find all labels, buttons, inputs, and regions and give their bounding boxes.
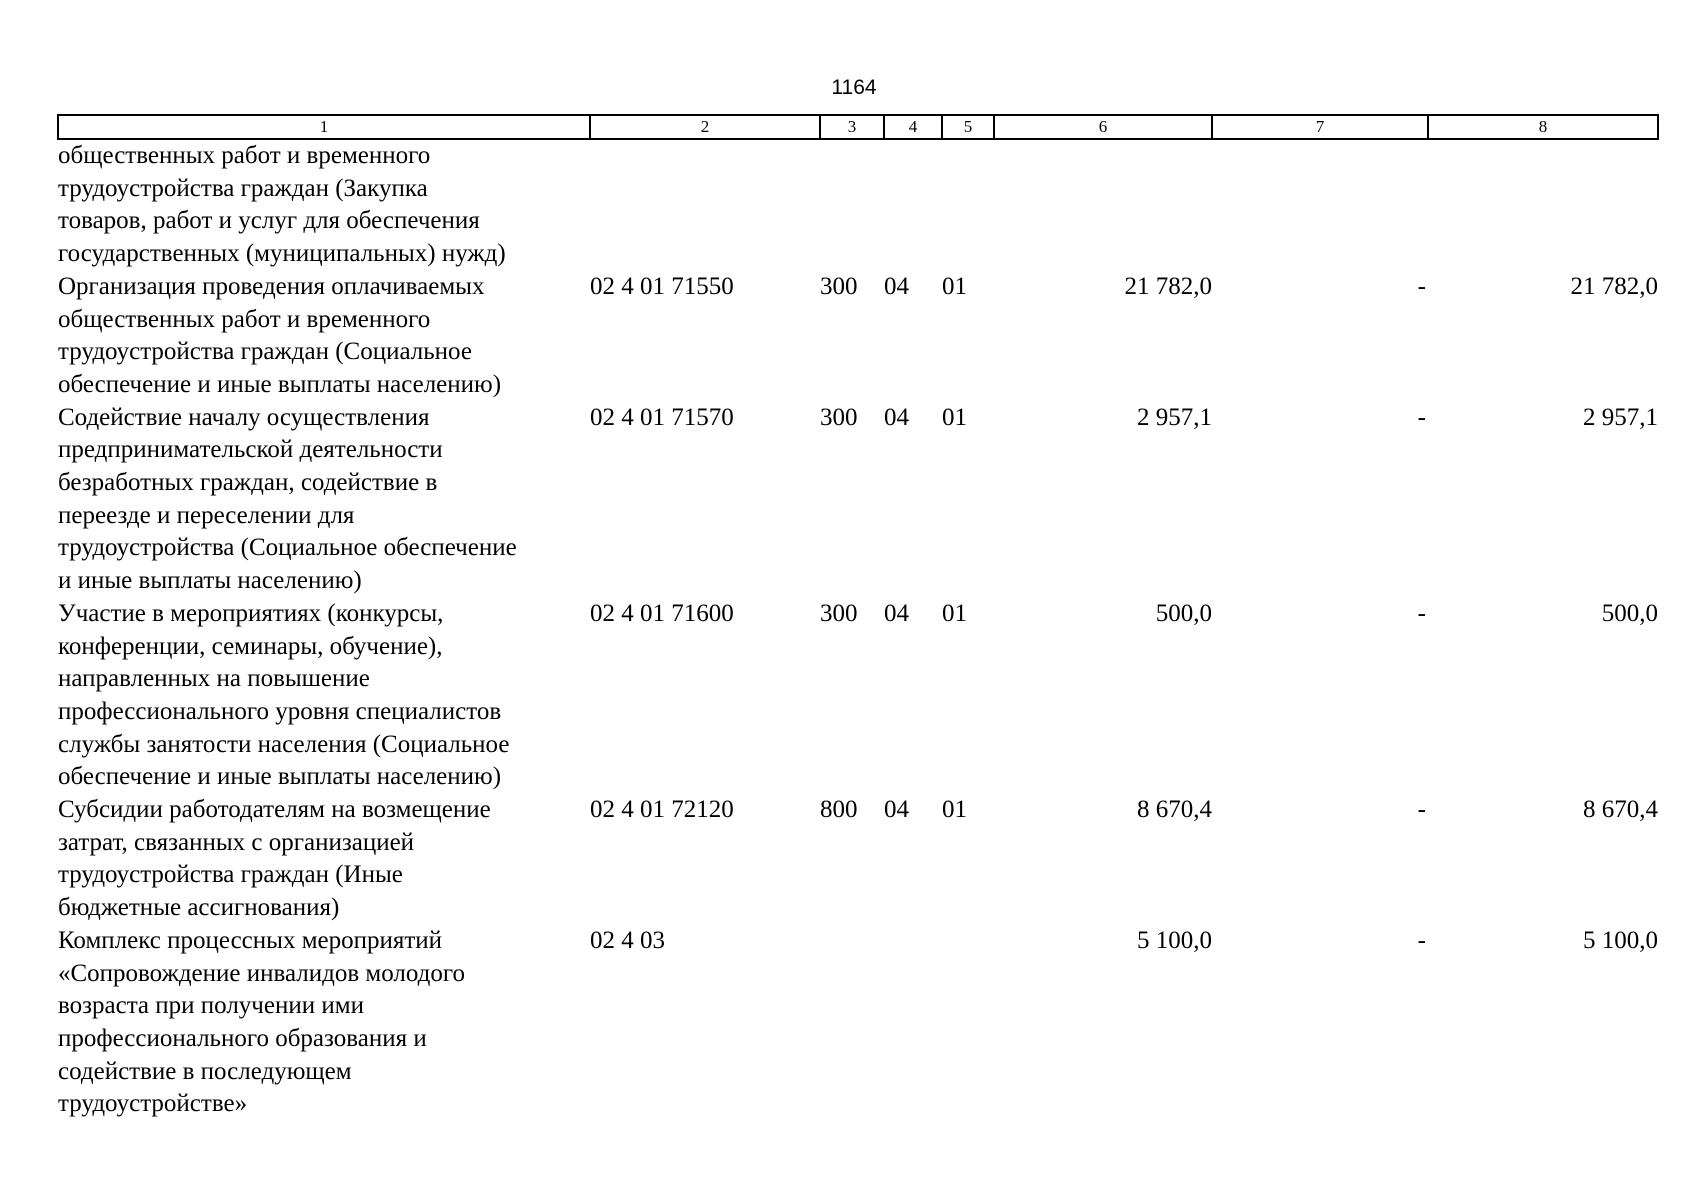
name-line: бюджетные ассигнования) (58, 894, 340, 922)
name-line: обеспечение и иные выплаты населению) (58, 370, 502, 398)
subsection-cell: 01 (942, 796, 967, 824)
expense-type-cell: 800 (820, 796, 858, 824)
amount-cell: 21 782,0 (1124, 272, 1212, 300)
name-line: трудоустройства граждан (Иные (58, 861, 403, 889)
name-line: товаров, работ и услуг для обеспечения (58, 207, 480, 235)
amount-cell (994, 139, 1212, 271)
name-line: переезде и переселении для (58, 501, 355, 529)
name-line: затрат, связанных с организацией (58, 828, 415, 856)
change-cell: - (1417, 926, 1426, 954)
header-col-4: 4 (884, 115, 942, 139)
code-cell: 02 4 01 71600 (590, 599, 734, 627)
table-row (58, 598, 1658, 794)
name-line: Участие в мероприятиях (конкурсы, (58, 599, 444, 627)
page-number: 1164 (831, 76, 877, 99)
amount-cell: 8 670,4 (1137, 796, 1212, 824)
budget-table (57, 114, 1659, 1121)
name-line: трудоустройства граждан (Социальное (58, 338, 472, 366)
name-line: Организация проведения оплачиваемых (58, 272, 485, 300)
name-line: общественных работ и временного (58, 305, 431, 333)
total-cell: 21 782,0 (1570, 272, 1658, 300)
name-line: профессионального образования и (58, 1024, 427, 1052)
name-cell (58, 271, 590, 402)
code-cell: 02 4 01 71550 (590, 272, 734, 300)
total-cell: 8 670,4 (1583, 796, 1658, 824)
subsection-cell: 01 (942, 272, 967, 300)
expense-type-cell: 300 (820, 403, 858, 431)
subsection-cell (942, 139, 994, 271)
name-line: содействие в последующем (58, 1057, 352, 1085)
section-cell (884, 925, 942, 1121)
code-cell: 02 4 01 72120 (590, 796, 734, 824)
name-line: трудоустройства (Социальное обеспечение (58, 534, 517, 562)
name-cell (58, 794, 590, 925)
amount-cell: 2 957,1 (1137, 403, 1212, 431)
total-cell: 5 100,0 (1583, 926, 1658, 954)
name-cell (58, 925, 590, 1121)
name-line: конференции, семинары, обучение), (58, 632, 443, 660)
name-cell (58, 598, 590, 794)
amount-cell: 500,0 (1155, 599, 1212, 627)
code-cell (590, 139, 820, 271)
expense-type-cell (820, 925, 884, 1121)
total-cell: 500,0 (1601, 599, 1658, 627)
header-col-3: 3 (820, 115, 884, 139)
total-cell (1428, 139, 1658, 271)
name-line: Комплекс процессных мероприятий (58, 926, 443, 954)
name-line: предпринимательской деятельности (58, 436, 443, 464)
name-line: «Сопровождение инвалидов молодого (58, 959, 466, 987)
section-cell: 04 (884, 599, 909, 627)
amount-cell: 5 100,0 (1137, 926, 1212, 954)
change-cell: - (1417, 272, 1426, 300)
expense-type-cell: 300 (820, 272, 858, 300)
expense-type-cell (820, 139, 884, 271)
header-col-2: 2 (590, 115, 820, 139)
name-line: профессионального уровня специалистов (58, 697, 502, 725)
name-line: направленных на повышение (58, 665, 370, 693)
name-line: и иные выплаты населению) (58, 567, 362, 595)
header-row (58, 115, 1658, 139)
header-col-1: 1 (58, 115, 590, 139)
change-cell: - (1417, 796, 1426, 824)
code-cell: 02 4 01 71570 (590, 403, 734, 431)
change-cell: - (1417, 403, 1426, 431)
header-col-6: 6 (994, 115, 1212, 139)
header-col-7: 7 (1212, 115, 1428, 139)
name-line: трудоустройства граждан (Закупка (58, 174, 428, 202)
subsection-cell: 01 (942, 403, 967, 431)
name-line: Содействие началу осуществления (58, 403, 430, 431)
section-cell: 04 (884, 796, 909, 824)
header-col-8: 8 (1428, 115, 1658, 139)
name-line: общественных работ и временного (58, 142, 431, 169)
change-cell (1212, 139, 1428, 271)
name-cell (58, 139, 590, 271)
name-line: обеспечение и иные выплаты населению) (58, 763, 502, 791)
section-cell: 04 (884, 272, 909, 300)
header-col-5: 5 (942, 115, 994, 139)
subsection-cell (942, 925, 994, 1121)
name-line: государственных (муниципальных) нужд) (58, 240, 506, 268)
code-cell: 02 4 03 (590, 926, 665, 954)
section-cell (884, 139, 942, 271)
subsection-cell: 01 (942, 599, 967, 627)
table-header (58, 115, 1658, 139)
total-cell: 2 957,1 (1583, 403, 1658, 431)
expense-type-cell: 300 (820, 599, 858, 627)
table-row (58, 271, 1658, 402)
name-cell (58, 402, 590, 598)
name-line: возраста при получении ими (58, 992, 364, 1020)
table-row (58, 794, 1658, 925)
name-line: трудоустройстве» (58, 1090, 248, 1118)
table-body (58, 139, 1658, 1121)
table-row (58, 402, 1658, 598)
table-row (58, 139, 1658, 271)
name-line: Субсидии работодателям на возмещение (58, 796, 491, 824)
section-cell: 04 (884, 403, 909, 431)
table-row (58, 925, 1658, 1121)
name-line: службы занятости населения (Социальное (58, 730, 510, 758)
change-cell: - (1417, 599, 1426, 627)
name-line: безработных граждан, содействие в (58, 469, 438, 497)
